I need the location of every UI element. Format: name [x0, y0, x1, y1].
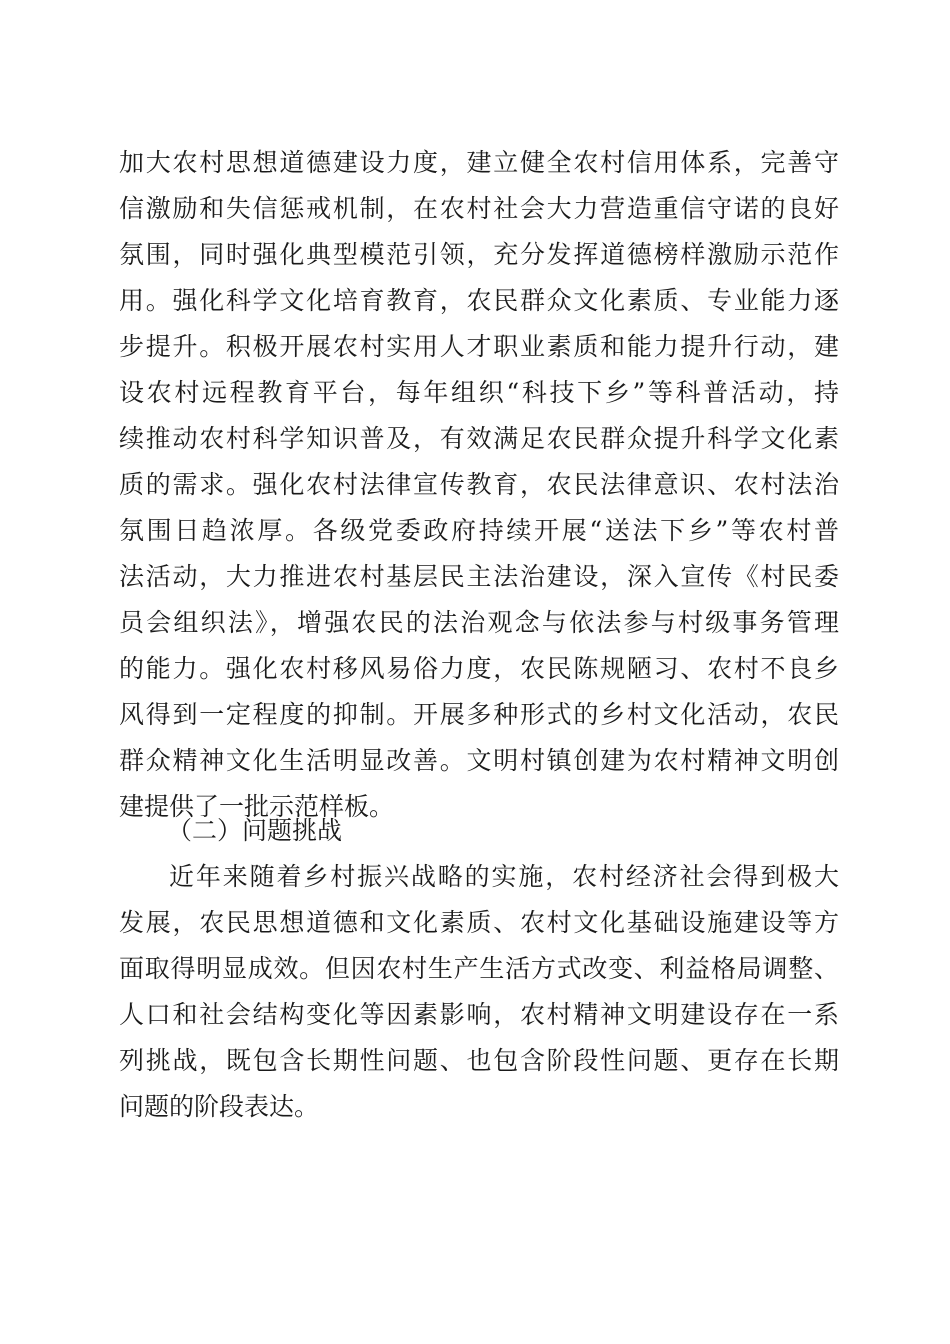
paragraph-line: 风得到一定程度的抑制。开展多种形式的乡村文化活动，农民 — [119, 700, 839, 729]
paragraph-line: 设农村远程教育平台，每年组织“科技下乡”等科普活动，持 — [119, 378, 839, 407]
paragraph-line: 人口和社会结构变化等因素影响，农村精神文明建设存在一系 — [119, 1000, 839, 1029]
paragraph-line: 列挑战，既包含长期性问题、也包含阶段性问题、更存在长期 — [119, 1046, 839, 1075]
paragraph-line: 问题的阶段表达。 — [119, 1092, 320, 1121]
section-heading: （二）问题挑战 — [167, 816, 343, 845]
paragraph-line: 用。强化科学文化培育教育，农民群众文化素质、专业能力逐 — [119, 286, 839, 315]
paragraph-line: 续推动农村科学知识普及，有效满足农民群众提升科学文化素 — [119, 424, 839, 453]
paragraph-line: 发展，农民思想道德和文化素质、农村文化基础设施建设等方 — [119, 908, 839, 937]
paragraph-line: 质的需求。强化农村法律宣传教育，农民法律意识、农村法治 — [119, 470, 839, 499]
paragraph-line: 员会组织法》，增强农民的法治观念与依法参与村级事务管理 — [119, 608, 839, 637]
paragraph-line: 信激励和失信惩戒机制，在农村社会大力营造重信守诺的良好 — [119, 194, 839, 223]
paragraph-line: 氛围日趋浓厚。各级党委政府持续开展“送法下乡”等农村普 — [119, 516, 839, 545]
paragraph-line: 面取得明显成效。但因农村生产生活方式改变、利益格局调整、 — [119, 954, 839, 983]
paragraph-line: 氛围，同时强化典型模范引领，充分发挥道德榜样激励示范作 — [119, 240, 839, 269]
paragraph-line: 近年来随着乡村振兴战略的实施，农村经济社会得到极大 — [169, 862, 839, 891]
paragraph-line: 步提升。积极开展农村实用人才职业素质和能力提升行动，建 — [119, 332, 839, 361]
paragraph-line: 的能力。强化农村移风易俗力度，农民陈规陋习、农村不良乡 — [119, 654, 839, 683]
paragraph-line: 群众精神文化生活明显改善。文明村镇创建为农村精神文明创 — [119, 746, 839, 775]
paragraph-line: 建提供了一批示范样板。 — [119, 792, 395, 821]
paragraph-line: 法活动，大力推进农村基层民主法治建设，深入宣传《村民委 — [119, 562, 839, 591]
paragraph-2 — [119, 854, 839, 1130]
paragraph-line: 加大农村思想道德建设力度，建立健全农村信用体系，完善守 — [119, 148, 839, 177]
paragraph-1 — [119, 140, 839, 830]
